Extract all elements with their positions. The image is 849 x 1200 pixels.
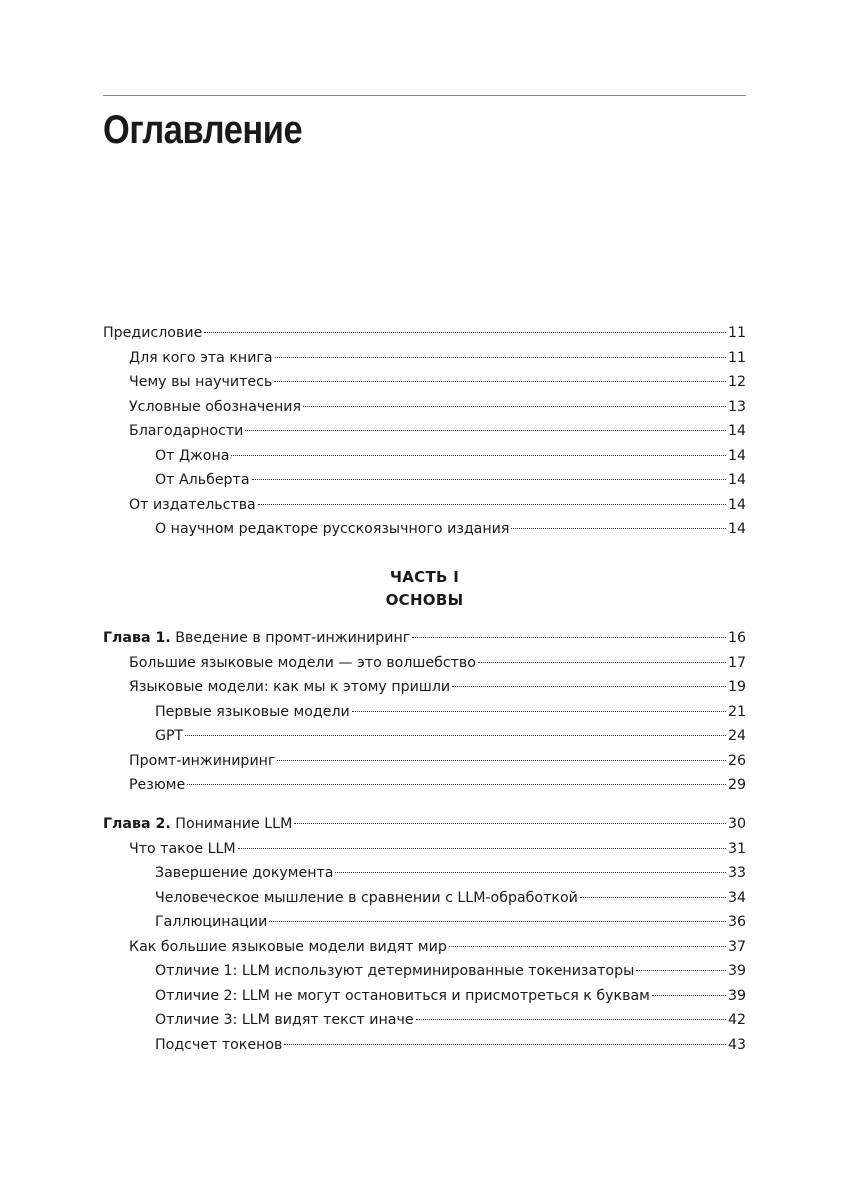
toc-page-number: 34: [727, 889, 746, 906]
page-title: Оглавление: [103, 108, 303, 152]
toc-entry[interactable]: [103, 346, 746, 371]
toc-entry-text: Галлюцинации: [155, 914, 268, 930]
dot-leader: [245, 430, 726, 431]
dot-leader: [275, 357, 726, 358]
toc-entry-text: [103, 626, 410, 651]
toc-entry-text: Человеческое мышление в сравнении с LLM-обработкой: [155, 889, 578, 906]
toc-entry[interactable]: [103, 861, 746, 886]
toc-entry[interactable]: [103, 773, 746, 798]
toc-entry-text: Большие языковые модели — это волшебство: [129, 654, 476, 671]
toc-page-number: 43: [727, 1036, 746, 1053]
toc-page-number: 24: [727, 728, 746, 744]
toc-page-number: 12: [727, 374, 746, 390]
chapter-prefix: Глава 2.: [103, 816, 171, 832]
dot-leader: [511, 528, 726, 529]
toc-chapter-1: [103, 626, 746, 798]
toc-entry-text: [103, 812, 292, 837]
toc-entry-text: Отличие 2: LLM не могут остановиться и присмотреться к буквам: [155, 987, 650, 1004]
toc-entry[interactable]: [103, 700, 746, 725]
toc-page-number: 37: [727, 938, 746, 955]
dot-leader: [478, 662, 726, 663]
toc-entry-text: Что такое LLM: [129, 840, 236, 857]
dot-leader: [580, 897, 726, 898]
toc-chapter-entry[interactable]: [103, 626, 746, 651]
dot-leader: [294, 823, 726, 824]
dot-leader: [238, 848, 726, 849]
toc-page-number: 39: [727, 963, 746, 979]
toc-entry-text: Для кого эта книга: [129, 349, 273, 366]
dot-leader: [185, 735, 726, 736]
toc-page-number: 11: [727, 325, 746, 341]
toc-chapter-entry[interactable]: [103, 812, 746, 837]
toc-entry-text: Завершение документа: [155, 865, 334, 881]
dot-leader: [274, 381, 726, 382]
chapter-title: Введение в промт-инжиниринг: [175, 630, 411, 646]
toc-entry[interactable]: [103, 468, 746, 493]
toc-entry[interactable]: [103, 419, 746, 444]
toc-page-number: 36: [727, 914, 746, 930]
toc-page-number: 14: [727, 423, 746, 439]
toc-front-matter: [103, 321, 746, 542]
dot-leader: [452, 686, 726, 687]
toc-entry[interactable]: [103, 749, 746, 774]
toc-entry[interactable]: [103, 370, 746, 395]
toc-entry-text: Промт-инжиниринг: [129, 752, 276, 769]
toc-page-number: 30: [727, 816, 746, 832]
part-title: ОСНОВЫ: [385, 591, 464, 609]
toc-entry[interactable]: [103, 1008, 746, 1033]
toc-entry[interactable]: [103, 321, 746, 346]
toc-page-number: 21: [727, 703, 746, 720]
part-heading: [103, 566, 746, 612]
dot-leader: [231, 455, 725, 456]
dot-leader: [187, 784, 726, 785]
dot-leader: [652, 995, 726, 996]
toc-page-number: 33: [727, 865, 746, 881]
toc-entry[interactable]: [103, 517, 746, 542]
toc-entry[interactable]: [103, 935, 746, 960]
dot-leader: [258, 504, 726, 505]
toc-entry-text: Отличие 3: LLM видят текст иначе: [155, 1012, 414, 1028]
toc-entry-text: Языковые модели: как мы к этому пришли: [129, 679, 451, 695]
toc-entry[interactable]: [103, 395, 746, 420]
toc-entry-text: GPT: [155, 728, 184, 744]
toc-entry[interactable]: [103, 675, 746, 700]
toc-page-number: 16: [727, 630, 746, 646]
dot-leader: [449, 946, 726, 947]
toc-entry[interactable]: [103, 837, 746, 862]
toc-page-number: 14: [727, 447, 746, 464]
toc-entry-text: От Альберта: [155, 472, 250, 488]
toc-entry[interactable]: [103, 984, 746, 1009]
dot-leader: [303, 406, 726, 407]
toc-entry-text: Чему вы научитесь: [129, 374, 273, 390]
toc-entry-text: Как большие языковые модели видят мир: [129, 938, 447, 955]
toc-entry-text: Резюме: [129, 777, 186, 793]
toc-page-number: 42: [727, 1012, 746, 1028]
toc-entry-text: Первые языковые модели: [155, 703, 350, 720]
toc-entry[interactable]: [103, 444, 746, 469]
toc-entry-text: От издательства: [129, 496, 256, 513]
toc-page-number: 14: [727, 472, 746, 488]
toc-entry[interactable]: [103, 886, 746, 911]
dot-leader: [412, 637, 726, 638]
toc-entry-text: О научном редакторе русскоязычного издания: [155, 521, 510, 537]
toc-entry[interactable]: [103, 651, 746, 676]
dot-leader: [269, 921, 726, 922]
toc-entry[interactable]: [103, 724, 746, 749]
chapter-title: Понимание LLM: [175, 816, 293, 832]
toc-entry[interactable]: [103, 910, 746, 935]
toc-entry-text: Предисловие: [103, 325, 203, 341]
toc-chapter-2: [103, 812, 746, 1057]
dot-leader: [204, 332, 726, 333]
toc-page-number: 11: [727, 349, 746, 366]
toc-page-number: 17: [727, 654, 746, 671]
toc-page-number: 31: [727, 840, 746, 857]
dot-leader: [352, 711, 726, 712]
dot-leader: [416, 1019, 726, 1020]
toc-entry[interactable]: [103, 493, 746, 518]
toc-page-number: 29: [727, 777, 746, 793]
toc-entry-text: Подсчет токенов: [155, 1036, 283, 1053]
toc-page-number: 19: [727, 679, 746, 695]
dot-leader: [636, 970, 726, 971]
part-label: ЧАСТЬ I: [389, 568, 460, 586]
dot-leader: [277, 760, 726, 761]
dot-leader: [335, 872, 725, 873]
chapter-prefix: Глава 1.: [103, 630, 171, 646]
toc-entry-text: Отличие 1: LLM используют детерминированные токенизаторы: [155, 963, 635, 979]
toc-entry-text: Условные обозначения: [129, 398, 302, 415]
toc-page-number: 39: [727, 987, 746, 1004]
toc-entry-text: Благодарности: [129, 423, 244, 439]
dot-leader: [284, 1044, 726, 1045]
toc-entry[interactable]: [103, 1033, 746, 1058]
top-rule: [103, 95, 746, 96]
toc-page-number: 26: [727, 752, 746, 769]
toc-entry[interactable]: [103, 959, 746, 984]
toc-page-number: 14: [727, 521, 746, 537]
toc-entry-text: От Джона: [155, 447, 230, 464]
toc-page-number: 13: [727, 398, 746, 415]
dot-leader: [252, 479, 726, 480]
toc-page-number: 14: [727, 496, 746, 513]
